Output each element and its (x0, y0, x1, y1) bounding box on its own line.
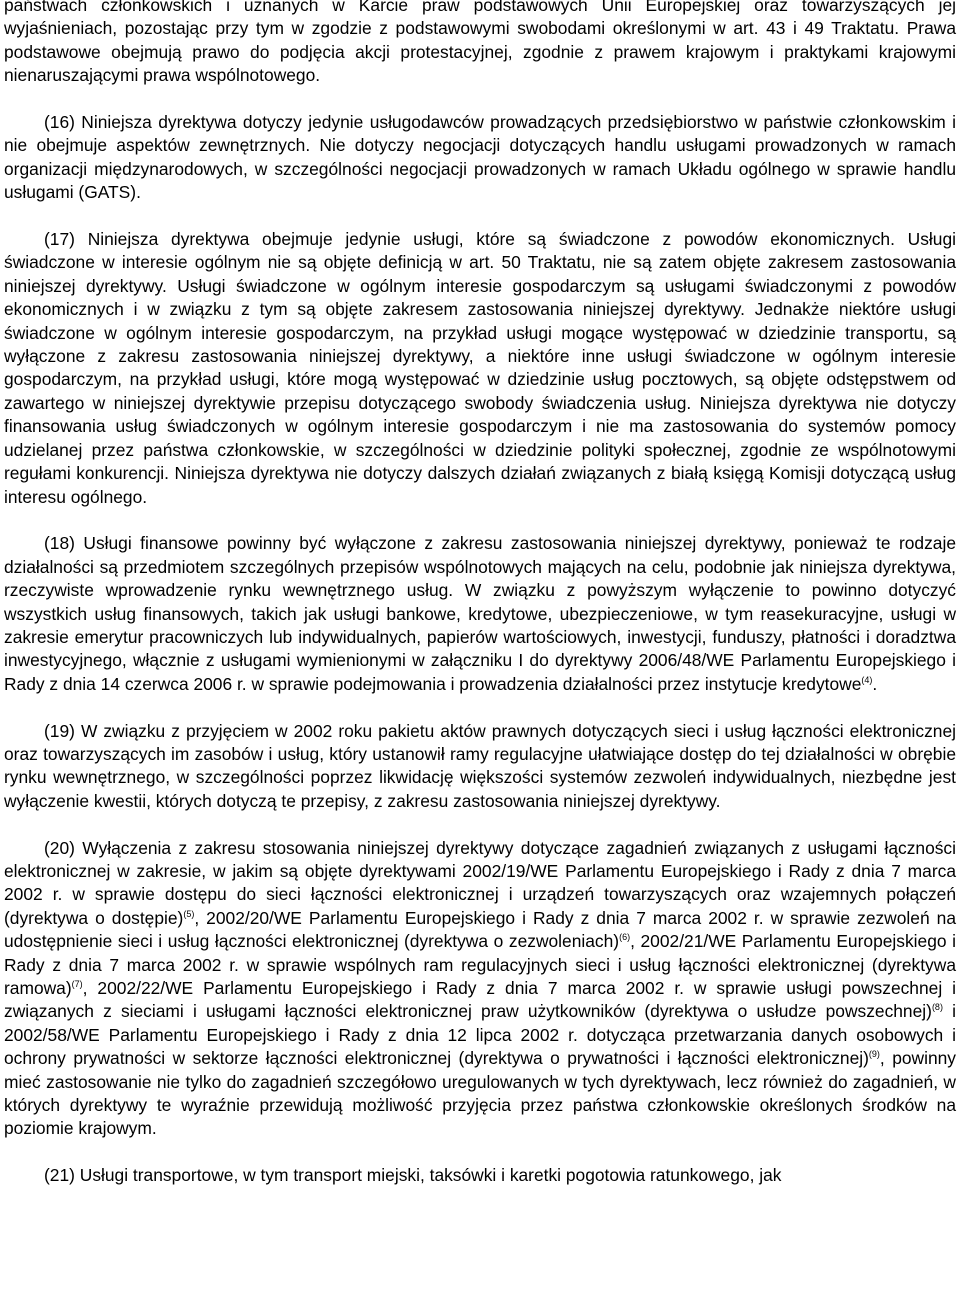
text-run: , powinny mieć zastosowanie nie tylko do zagadnień szczegółowo uregulowanych w tych dyrektywach, lecz również do zagadnień, w których dyrektywy te wyraźnie przewidują możliwość przyjęcia przez państwa członkowskie określonych środków na poziomie krajowym. (4, 1048, 956, 1139)
footnote-marker: (7) (71, 978, 83, 989)
paragraph-19 (4, 720, 956, 814)
text-run: (17) Niniejsza dyrektywa obejmuje jedynie usługi, które są świadczone z powodów ekonomicznych. Usługi świadczone w interesie ogólnym nie są objęte definicją w art. 50 Traktatu, nie są zatem objęte zakresem zastosowania niniejszej dyrektywy. Usługi świadczone w ogólnym interesie gospodarczym są usługami świadczonymi z powodów ekonomicznych i w związku z tym są objęte zakresem zastosowania niniejszej dyrektywy. Jednakże niektóre usługi świadczone w ogólnym interesie gospodarczym, na przykład usługi mogące występować w dziedzinie transportu, są wyłączone z zakresu zastosowania niniejszej dyrektywy, a niektóre inne usługi świadczone w ogólnym interesie gospodarczym, na przykład usługi, które mogą występować w dziedzinie usług pocztowych, są objęte odstępstwem od zawartego w niniejszej dyrektywie przepisu dotyczącego swobody świadczenia usług. Niniejsza dyrektywa nie dotyczy finansowania usług świadczonych w ogólnym interesie gospodarczym i nie ma zastosowania do systemów pomocy udzielanej przez państwa członkowskie, w szczególności w dziedzinie polityki społecznej, zgodnie ze wspólnotowymi regułami konkurencji. Niniejsza dyrektywa nie dotyczy dalszych działań związanych z białą księgą Komisji dotyczącą usług interesu ogólnego. (4, 229, 956, 507)
text-run: , 2002/22/WE Parlamentu Europejskiego i Rady z dnia 7 marca 2002 r. w sprawie usługi powszechnej i związanych z sieciami i usługami łączności elektronicznej praw użytkowników (dyrektywa o usłudze powszechnej) (4, 977, 956, 1022)
paragraph-21 (4, 1164, 956, 1187)
paragraph-18 (4, 532, 956, 696)
text-run: (20) Wyłączenia z zakresu stosowania niniejszej dyrektywy dotyczące zagadnień związanych z usługami łączności elektronicznej w zakresie, w jakim są objęte dyrektywami 2002/19/WE Parlamentu Europejskiego i Rady z dnia 7 marca 2002 r. w sprawie dostępu do sieci łączności elektronicznej i urządzeń towarzyszących oraz wzajemnych połączeń (dyrektywa o dostępie) (4, 837, 956, 928)
footnote-marker: (4) (861, 674, 873, 685)
footnote-marker: (5) (183, 908, 195, 919)
text-run: (19) W związku z przyjęciem w 2002 roku pakietu aktów prawnych dotyczących sieci i usług łączności elektronicznej oraz towarzyszących im zasobów i usług, który ustanowił ramy regulacyjne ułatwiające dostęp do tej działalności w obrębie rynku wewnętrznego, w szczególności poprzez likwidację większości systemów zezwoleń indywidualnych, niezbędne jest wyłączenie kwestii, których dotyczą te przepisy, z zakresu zastosowania niniejszej dyrektywy. (4, 720, 956, 811)
paragraph-16 (4, 111, 956, 205)
text-run: państwach członkowskich i uznanych w Karcie praw podstawowych Unii Europejskiej oraz towarzyszących jej wyjaśnieniach, pozostając przy tym w zgodzie z podstawowymi swobodami określonymi w art. 43 i 49 Traktatu. Prawa podstawowe obejmują prawo do podjęcia akcji protestacyjnej, zgodnie z prawem krajowym i praktykami krajowymi nienaruszającymi prawa wspólnotowego. (4, 0, 956, 86)
text-run: , 2002/21/WE Parlamentu Europejskiego i Rady z dnia 7 marca 2002 r. w sprawie wspólnych ram regulacyjnych sieci i usług łączności elektronicznej (dyrektywa ramowa) (4, 931, 956, 998)
paragraph-20 (4, 837, 956, 1141)
text-run: . (872, 673, 878, 694)
paragraph-17 (4, 228, 956, 509)
text-run: i 2002/58/WE Parlamentu Europejskiego i Rady z dnia 12 lipca 2002 r. dotycząca przetwarzania danych osobowych i ochrony prywatności w sektorze łączności elektronicznej (dyrektywa o prywatności i łączności elektronicznej) (4, 1001, 956, 1069)
text-run: (21) Usługi transportowe, w tym transport miejski, taksówki i karetki pogotowia ratunkowego, jak (44, 1165, 782, 1186)
footnote-marker: (6) (619, 932, 631, 943)
text-run: , 2002/20/WE Parlamentu Europejskiego i Rady z dnia 7 marca 2002 r. w sprawie zezwoleń na udostępnienie sieci i usług łączności elektronicznej (dyrektywa o zezwoleniach) (4, 907, 956, 952)
text-run: (16) Niniejsza dyrektywa dotyczy jedynie usługodawców prowadzących przedsiębiorstwo w państwie członkowskim i nie obejmuje aspektów zewnętrznych. Nie dotyczy negocjacji dotyczących handlu usługami prowadzonych w ramach organizacji międzynarodowych, w szczególności negocjacji prowadzonych w ramach Układu ogólnego w sprawie handlu usługami (GATS). (4, 112, 956, 203)
text-run: (18) Usługi finansowe powinny być wyłączone z zakresu zastosowania niniejszej dyrektywy, ponieważ te rodzaje działalności są przedmiotem szczególnych przepisów wspólnotowych mających na celu, podobnie jak niniejsza dyrektywa, rzeczywiste wprowadzenie rynku wewnętrznego usług. W związku z powyższym wyłączenie to powinno dotyczyć wszystkich usług finansowych, takich jak usługi bankowe, kredytowe, ubezpieczeniowe, w tym reasekuracyjne, usługi w zakresie emerytur pracowniczych lub indywidualnych, papierów wartościowych, inwestycji, funduszy, płatności i doradztwa inwestycyjnego, włącznie z usługami wymienionymi w załączniku I do dyrektywy 2006/48/WE Parlamentu Europejskiego i Rady z dnia 14 czerwca 2006 r. w sprawie podejmowania i prowadzenia działalności przez instytucje kredytowe (4, 533, 956, 694)
footnote-marker: (9) (868, 1049, 880, 1060)
footnote-marker: (8) (931, 1002, 943, 1013)
paragraph-15-continuation (4, 0, 956, 88)
